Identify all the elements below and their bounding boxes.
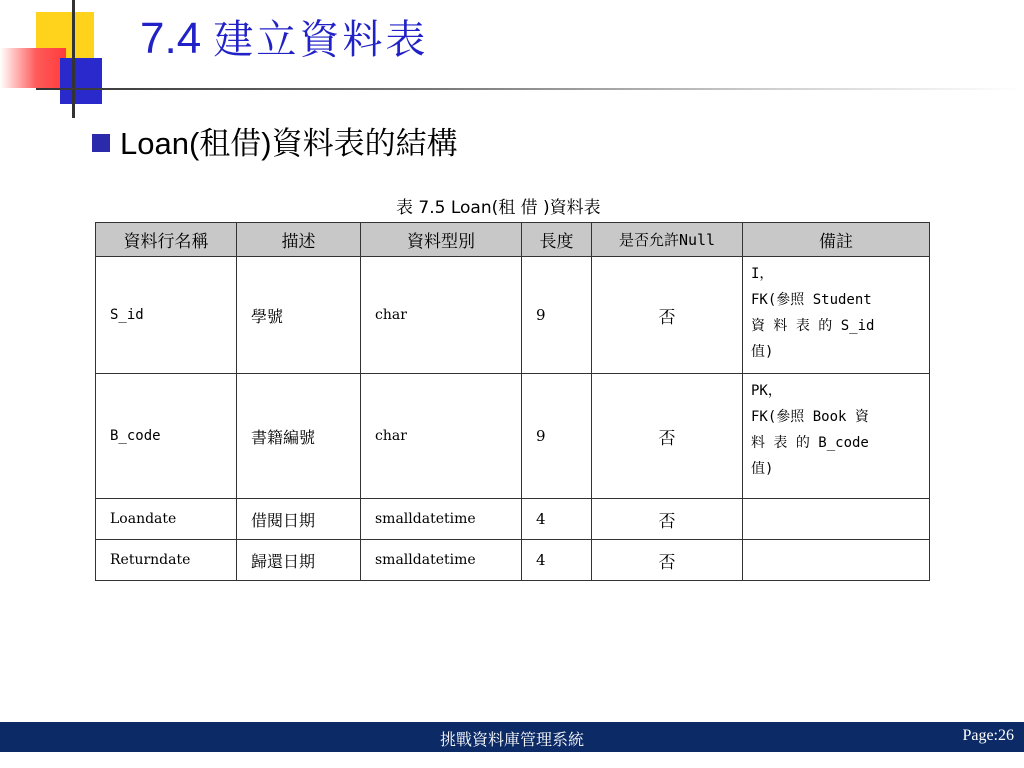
cell-type: char [361,374,522,499]
cell-name: Returndate [96,540,237,581]
cell-nullable: 否 [592,374,743,499]
bullet-item [92,118,458,163]
table-caption: 表 7.5 Loan(租 借 )資料表 [396,198,601,218]
table-header-row [96,223,930,257]
header-length: 長度 [522,223,592,257]
title-number: 7.4 [140,14,202,63]
footer-page-number: Page:26 [962,727,1014,744]
header-column-name: 資料行名稱 [96,223,237,257]
table-row [96,257,930,374]
cell-type: smalldatetime [361,499,522,540]
slide-title [140,8,428,65]
header-data-type: 資料型別 [361,223,522,257]
cell-length: 9 [522,374,592,499]
loan-table [95,222,930,581]
decor-blue-square [60,58,102,104]
decor-title-underline [36,88,1024,90]
cell-length: 9 [522,257,592,374]
footer-course-title: 挑戰資料庫管理系統 [439,730,584,749]
cell-desc: 借閱日期 [237,499,361,540]
header-nullable: 是否允許Null [592,223,743,257]
footer-bar [0,722,1024,752]
cell-length: 4 [522,499,592,540]
table-row [96,540,930,581]
cell-desc: 學號 [237,257,361,374]
cell-type: char [361,257,522,374]
cell-note [743,499,930,540]
cell-note: I， FK(參照 Student 資 料 表 的 S_id 值) [743,257,930,374]
decor-red-square [0,48,66,88]
header-note: 備註 [743,223,930,257]
title-text: 建立資料表 [213,17,429,63]
table-row [96,499,930,540]
bullet-text: Loan(租借)資料表的結構 [120,126,458,161]
header-description: 描述 [237,223,361,257]
cell-note: PK， FK(參照 Book 資 料 表 的 B_code 值) [743,374,930,499]
cell-desc: 歸還日期 [237,540,361,581]
cell-desc: 書籍編號 [237,374,361,499]
table-row [96,374,930,499]
cell-name: S_id [96,257,237,374]
cell-nullable: 否 [592,257,743,374]
cell-nullable: 否 [592,499,743,540]
cell-type: smalldatetime [361,540,522,581]
cell-note [743,540,930,581]
cell-length: 4 [522,540,592,581]
bullet-square-icon [92,134,110,152]
cell-name: Loandate [96,499,237,540]
cell-nullable: 否 [592,540,743,581]
cell-name: B_code [96,374,237,499]
decor-vertical-line [72,0,75,118]
